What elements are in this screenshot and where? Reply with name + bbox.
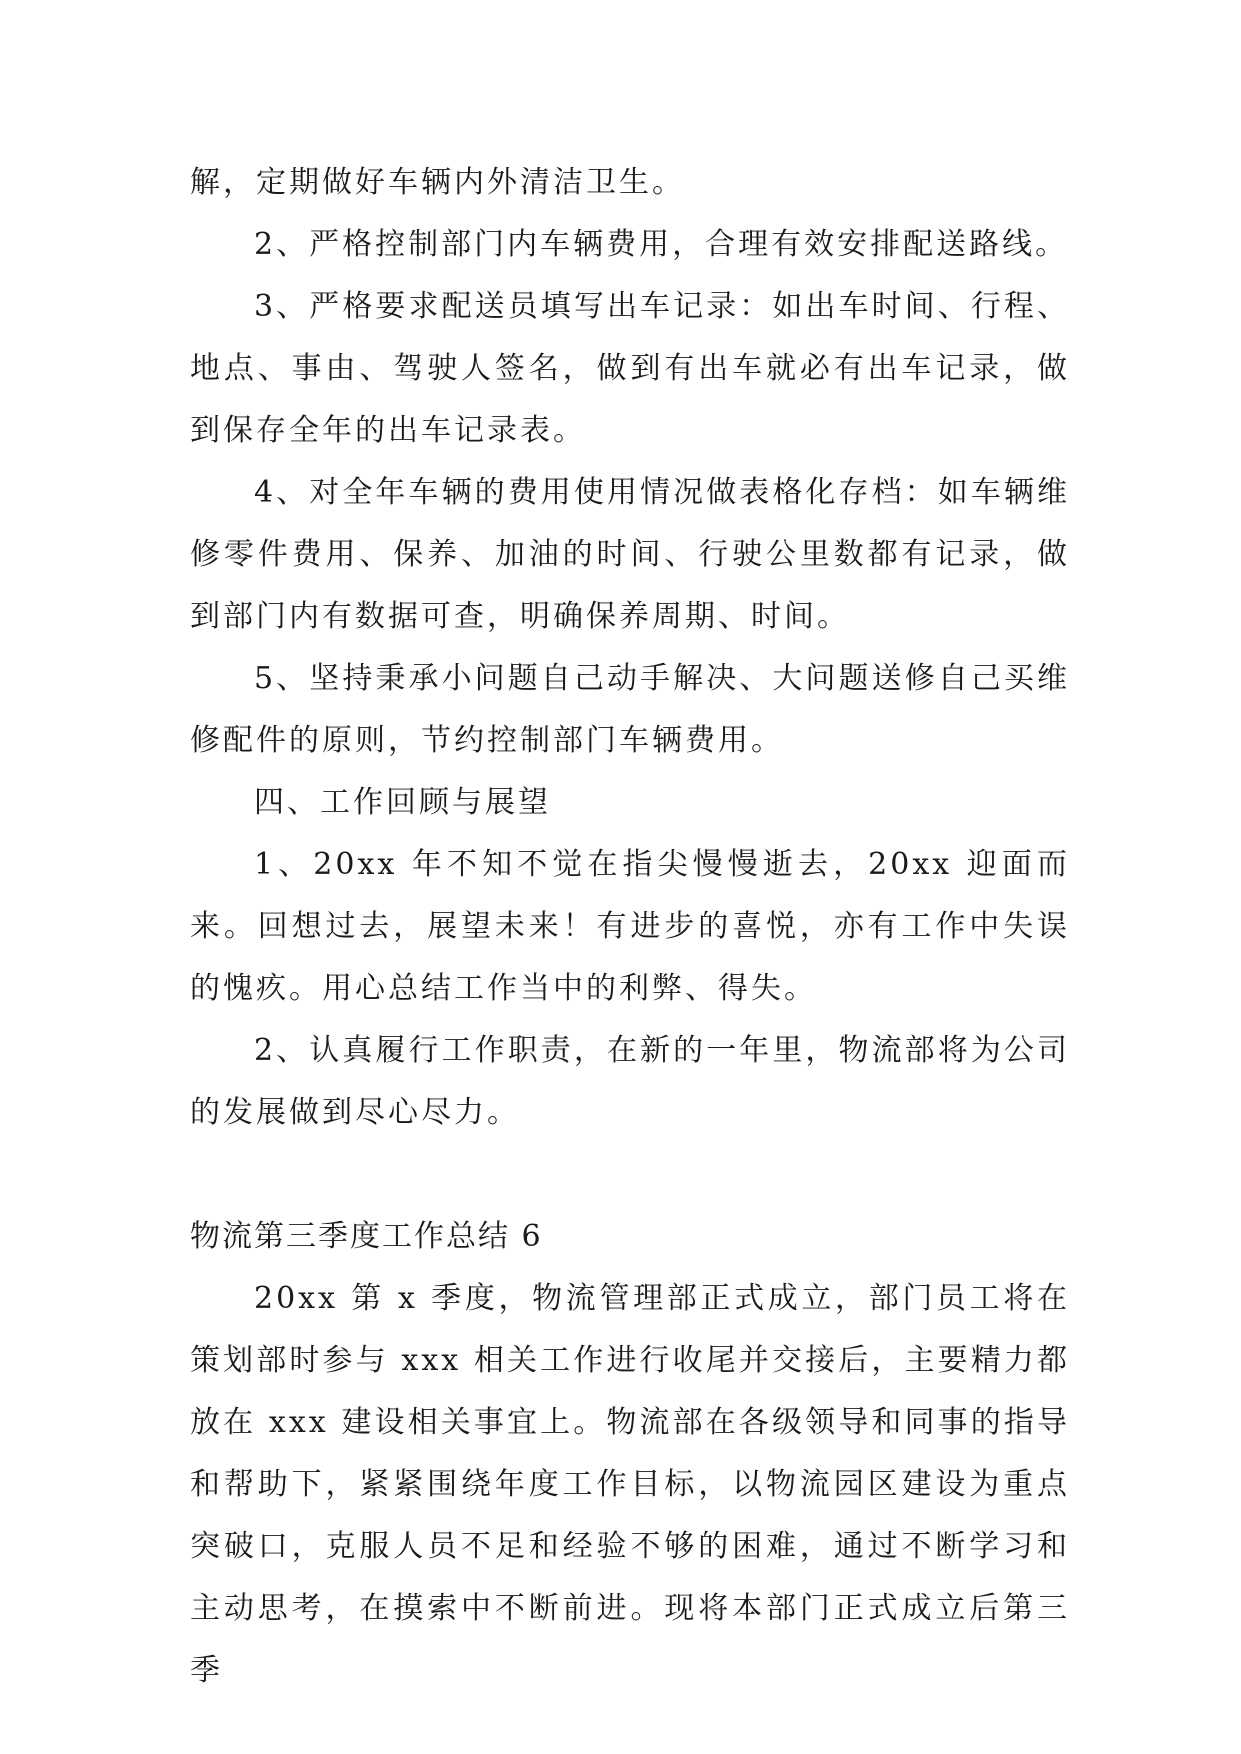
document-body [190,152,1070,1702]
heading-review-outlook: 四、工作回顾与展望 [254,785,551,820]
paragraph-item-5-repairs: 5、坚持秉承小问题自己动手解决、大问题送修自己买维修配件的原则，节约控制部门车辆费用。 [190,661,1070,758]
paragraph-review-2: 2、认真履行工作职责，在新的一年里，物流部将为公司的发展做到尽心尽力。 [190,1033,1070,1130]
paragraph-item-3-records: 3、严格要求配送员填写出车记录：如出车时间、行程、地点、事由、驾驶人签名，做到有出车就必有出车记录，做到保存全年的出车记录表。 [190,289,1070,448]
paragraph-item-4-archive: 4、对全年车辆的费用使用情况做表格化存档：如车辆维修零件费用、保养、加油的时间、行驶公里数都有记录，做到部门内有数据可查，明确保养周期、时间。 [190,475,1070,634]
paragraph-vehicle-cleaning: 解，定期做好车辆内外清洁卫生。 [190,165,685,200]
section-intro-paragraph: 20xx 第 x 季度，物流管理部正式成立，部门员工将在策划部时参与 xxx 相关工作进行收尾并交接后，主要精力都放在 xxx 建设相关事宜上。物流部在各级领导和同事的指导和帮助下，紧紧围绕年度工作目标，以物流园区建设为重点突破口，克服人员不足和经验不够的困难，通过不断学习和主动思考，在摸索中不断前进。现将本部门正式成立后第三季 [190,1281,1070,1688]
paragraph-item-2-costs: 2、严格控制部门内车辆费用，合理有效安排配送路线。 [254,227,1069,262]
section-title: 物流第三季度工作总结 6 [190,1219,543,1254]
paragraph-review-1: 1、20xx 年不知不觉在指尖慢慢逝去，20xx 迎面而来。回想过去，展望未来！有进步的喜悦，亦有工作中失误的愧疚。用心总结工作当中的利弊、得失。 [190,847,1070,1006]
